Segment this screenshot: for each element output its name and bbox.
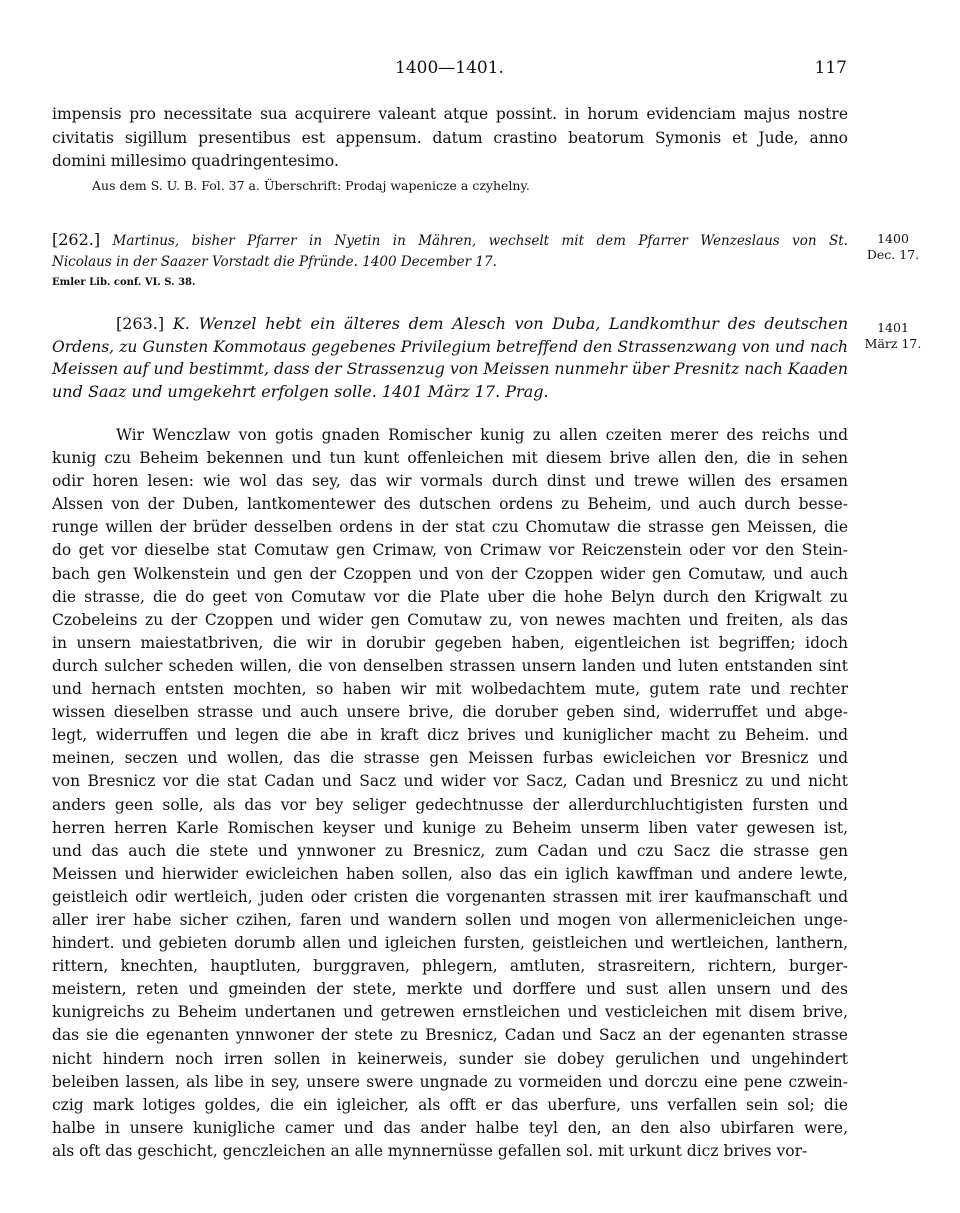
text-line: Ordens, zu Gunsten Kommotaus gegebenes Privilegium betreffend den Strassenzwang von und nach: [52, 337, 848, 356]
text-line: [52, 229, 848, 252]
text-line: anders geen solle, als das vor bey seliger gedechtnusse der allerdurchluchtigisten fursten und: [52, 795, 848, 814]
margin-day: Dec. 17.: [866, 247, 920, 262]
text-line: und Saaz und umgekehrt erfolgen solle. 1401 März 17. Prag.: [52, 381, 549, 401]
page-header: [52, 54, 847, 82]
text-line: Czobeleins zu der Czoppen und wider gen Comutaw zu, von newes machten und freiten, als das: [52, 610, 848, 629]
regest-number: [263.]: [116, 314, 165, 333]
regest-262: [52, 229, 848, 273]
text-line: odir horen lesen: wie wol das sey, das wir vormals durch dinst und trewe willen des ersamen: [52, 472, 848, 491]
margin-day: März 17.: [864, 336, 922, 351]
text-line: halbe in unsere kunigliche camer und das ander halbe teyl den, an den also ubirfaren were,: [52, 1118, 848, 1137]
text-line: kunigreichs zu Beheim undertanen und getrewen ernstleichen und vesticleichen mit disem brive,: [52, 1003, 848, 1022]
text-line: durch sulcher scheden willen, die von denselben strassen unsern landen und luten entstanden sint: [52, 656, 848, 675]
text-line: meinen, seczen und wollen, das die strasse gen Meissen furbas ewicleichen vor Bresnicz und: [52, 749, 848, 768]
text-line: und das auch die stete und ynnwoner zu Bresnicz, zum Cadan und czu Sacz die strasse gen: [52, 841, 848, 860]
source-note-262: Emler Lib. conf. VI. S. 38.: [52, 277, 196, 288]
source-note: Aus dem S. U. B. Fol. 37 a. Überschrift: Prodaj wapenicze a czyhelny.: [92, 178, 530, 193]
text-line: das sie die egenanten ynnwoner der stete zu Bresnicz, Cadan und Sacz an der egenanten strasse: [52, 1026, 848, 1045]
latin-continuation: [52, 103, 848, 174]
regest-text: Martinus, bisher Pfarrer in Nyetin in Mähren, wechselt mit dem Pfarrer Wenzeslaus von St.: [112, 233, 849, 249]
margin-date-262: [858, 231, 928, 263]
page-number: 117: [814, 58, 847, 78]
text-line: die strasse, die do geet von Comutaw vor die Plate uber die hohe Belyn durch den Krigwalt zu: [52, 587, 848, 606]
margin-year: 1400: [877, 231, 909, 246]
text-line: do get vor dieselbe stat Comutaw gen Crimaw, von Crimaw vor Reiczenstein oder vor den Stein-: [52, 541, 848, 560]
text-line: Alssen von der Duben, lantkomentewer des dutschen ordens zu Beheim, und auch durch besse-: [52, 495, 848, 514]
text-line: Meissen und hierwider ewicleichen haben sollen, also das ein iglich kawffman und andere lewte,: [52, 864, 848, 883]
text-line: Nicolaus in der Saazer Vorstadt die Pfründe. 1400 December 17.: [52, 254, 497, 270]
text-line: herren herren Karle Romischen keyser und kunige zu Beheim unserm liben vater gewesen ist,: [52, 818, 848, 837]
regest-263: [52, 313, 848, 403]
text-line: Meissen auf und bestimmt, dass der Strassenzug von Meissen nunmehr über Presnitz nach Kaaden: [52, 359, 848, 378]
regest-text: K. Wenzel hebt ein älteres dem Alesch von Duba, Landkomthur des deutschen: [172, 314, 849, 333]
text-line: meistern, reten und gmeinden der stete, merkte und dorffere und sust allen unsern und des: [52, 980, 848, 999]
charter-text: [52, 424, 848, 1163]
text-line: kunig czu Beheim bekennen und tun kunt offenleichen mit diesem brive allen den, die in sehen: [52, 449, 848, 468]
text-line: domini millesimo quadringentesimo.: [52, 152, 339, 170]
header-years: 1400—1401.: [395, 58, 504, 78]
text-line: aller irer habe sicher czihen, faren und wandern sollen und mogen von allermenicleichen unge-: [52, 910, 848, 929]
text-line: civitatis sigillum presentibus est appensum. datum crastino beatorum Symonis et Jude, anno: [52, 128, 848, 147]
margin-date-263: [858, 320, 928, 352]
text-line: geistleich odir wertleich, juden oder cristen die vorgenanten strassen mit irer kaufmanschaft und: [52, 887, 848, 906]
text-line: runge willen der brüder desselben ordens in der stat czu Chomutaw die strasse gen Meissen, die: [52, 518, 848, 537]
text-line: rittern, knechten, hauptluten, burggraven, phlegern, amtluten, strasreitern, richtern, burger-: [52, 957, 848, 976]
regest-number: [262.]: [52, 230, 101, 249]
text-line: von Bresnicz vor die stat Cadan und Sacz und wider vor Sacz, Cadan und Bresnicz zu und nicht: [52, 772, 848, 791]
text-line: bach gen Wolkenstein und gen der Czoppen und von der Czoppen wider gen Comutaw, und auch: [52, 564, 848, 583]
text-line: wissen dieselben strasse und auch unsere brive, die doruber geben sind, widerruffet und abge-: [52, 703, 848, 722]
text-line: impensis pro necessitate sua acquirere valeant atque possint. in horum evidenciam majus nostre: [52, 105, 848, 123]
margin-year: 1401: [877, 320, 909, 335]
text-line: beleiben lassen, als libe in sey, unsere swere ungnade zu vormeiden und dorczu eine pene czwein-: [52, 1072, 848, 1091]
text-line: [52, 313, 848, 336]
text-line: legt, widerruffen und legen die abe in kraft dicz brives und kuniglicher macht zu Beheim. und: [52, 726, 848, 745]
text-line: als oft das geschicht, genczleichen an alle mynnernüsse gefallen sol. mit urkunt dicz brives vor-: [52, 1141, 808, 1160]
text-line: und hernach entsten mochten, so haben wir mit wolbedachtem mute, gutem rate und rechter: [52, 680, 848, 699]
text-line: czig mark lotiges goldes, die ein igleicher, als offt er das uberfure, uns verfallen sein sol; die: [52, 1095, 848, 1114]
text-line: Wir Wenczlaw von gotis gnaden Romischer kunig zu allen czeiten merer des reichs und: [116, 426, 848, 444]
text-line: in unsern maiestatbriven, die wir in dorubir gegeben haben, eigentleichen ist begriffen; idoch: [52, 633, 848, 652]
text-line: nicht hindern noch irren sollen in keinerweis, sunder sie dobey gerulichen und ungehindert: [52, 1049, 848, 1068]
text-line: hindert. und gebieten dorumb allen und igleichen fursten, geistleichen und wertleichen, lanthern,: [52, 934, 848, 953]
